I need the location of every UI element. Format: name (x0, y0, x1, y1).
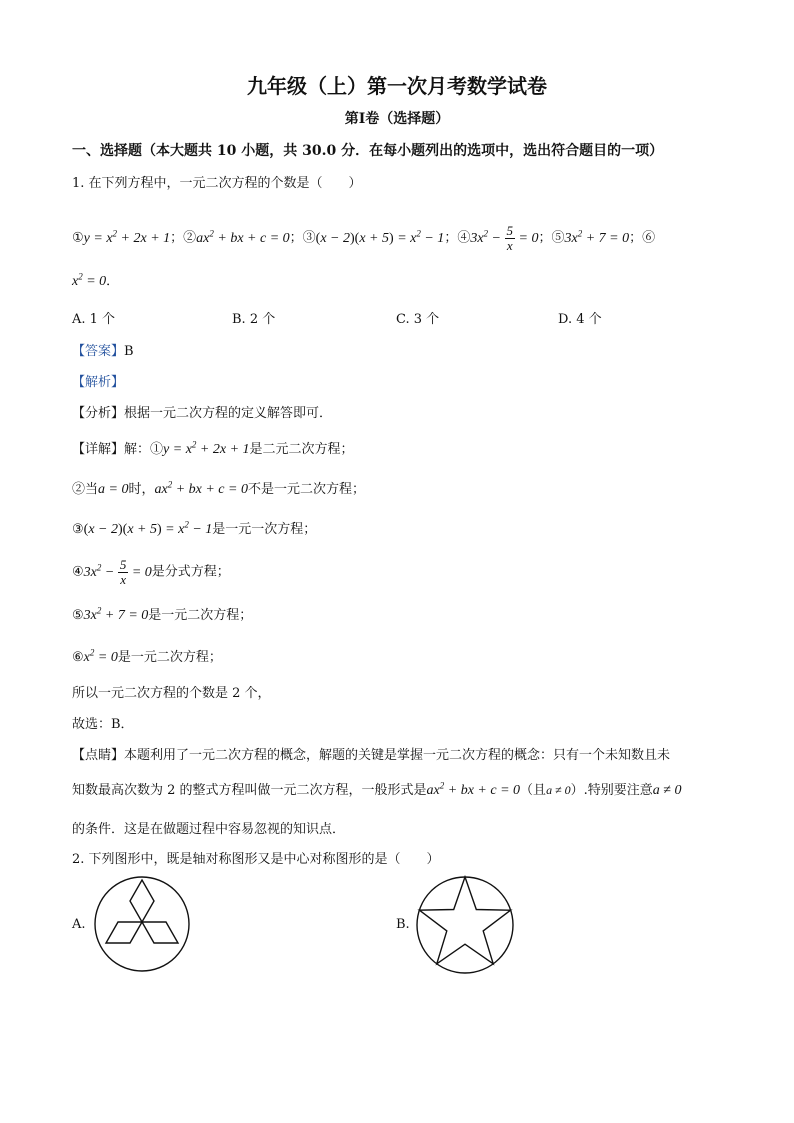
detail-1-equation: $y = x^2 + 2x + 1$ (163, 439, 250, 457)
detail-line-2 (72, 478, 365, 498)
fenxi-tag: 【分析】 (72, 406, 125, 421)
marker-2: ；② (170, 230, 197, 246)
detail-3-equation: $(x - 2)(x + 5) = x^2 - 1$ (83, 519, 213, 537)
a-nonzero-note: a ≠ 0 (652, 783, 682, 798)
general-form-equation: $ax^2$ + bx + c = 0 (426, 780, 521, 798)
dianjing-text-1: 本题利用了一元二次方程的概念，解题的关键是掌握一元二次方程的概念：只有一个未知数且未 (124, 748, 671, 763)
page-title: 九年级（上）第一次月考数学试卷 (247, 74, 547, 98)
choose-line: 故选：B． (72, 717, 134, 732)
analysis-tag: 【解析】 (72, 375, 125, 390)
detail-3-suffix: 是一元一次方程； (212, 522, 317, 537)
detail-2-prefix: ②当 (72, 482, 99, 497)
dianjing-tag: 【点睛】 (72, 748, 125, 763)
option-a: A. 1 个 (72, 312, 116, 327)
dianjing-text-2a: 知数最高次数为 2 的整式方程叫做一元二次方程，一般形式是 (72, 783, 427, 798)
fenxi-line (72, 402, 332, 421)
detail-4-suffix: 是分式方程； (151, 564, 230, 580)
option-b-label: B. (396, 917, 410, 932)
detail-2-mid: 时， (128, 482, 155, 497)
question-1-equations (72, 218, 655, 254)
equation-6: $x^2 = 0$ (72, 271, 107, 289)
fenxi-text: 根据一元二次方程的定义解答即可． (124, 406, 333, 421)
dianjing-text-2b: （且 (520, 783, 547, 798)
equation-6-end: ． (106, 274, 120, 289)
detail-line-3 (72, 518, 316, 538)
question-1-equation-6 (72, 270, 119, 290)
detail-line-4 (72, 552, 230, 588)
option-b-figure (414, 874, 516, 976)
detail-5-equation: $3x^2 + 7 = 0$ (83, 605, 149, 623)
question-2-stem: 2. 下列图形中，既是轴对称图形又是中心对称图形的是（ ） (72, 852, 440, 867)
a-nonzero-condition: a ≠ 0 (546, 783, 571, 797)
answer-value: B (124, 344, 134, 359)
detail-line-1 (72, 438, 354, 458)
equation-3: $(x - 2)(x + 5) = x^2 - 1$ (315, 228, 445, 246)
detail-line-6 (72, 646, 222, 666)
dianjing-line-1 (72, 744, 670, 763)
marker-3: ；③ (289, 230, 316, 246)
detail-3-prefix: ③ (72, 522, 84, 537)
marker-1: ① (72, 230, 84, 246)
detail-4-equation: $3x^2$ − $\frac{5}{x}$ = 0 (83, 556, 152, 587)
marker-5: ；⑤ (538, 230, 565, 246)
detail-6-prefix: ⑥ (72, 650, 84, 665)
detail-6-suffix: 是一元二次方程； (117, 650, 222, 665)
option-b: B. 2 个 (232, 312, 276, 327)
detail-tag: 【详解】 (72, 442, 125, 457)
dianjing-text-2c: ）.特别要注意 (570, 783, 653, 798)
equation-4: $3x^2$ − $\frac{5}{x}$ = 0 (470, 222, 539, 253)
detail-line-5 (72, 604, 252, 624)
part-title: 第Ⅰ卷（选择题） (344, 111, 450, 127)
dianjing-line-3: 的条件．这是在做题过程中容易忽视的知识点． (72, 822, 346, 837)
conclusion: 所以一元二次方程的个数是 2 个， (72, 686, 271, 701)
equation-5: $3x^2 + 7 = 0$ (564, 228, 630, 246)
option-a-figure (92, 874, 192, 974)
detail-5-prefix: ⑤ (72, 608, 84, 623)
answer-line (72, 340, 134, 359)
question-1-stem: 1. 在下列方程中，一元二次方程的个数是（ ） (72, 176, 362, 191)
option-d: D. 4 个 (558, 312, 602, 327)
marker-4: ；④ (444, 230, 471, 246)
detail-2-suffix: 不是一元二次方程； (247, 482, 365, 497)
detail-2-condition: a = 0 (98, 482, 129, 497)
detail-1-prefix: 解：① (124, 442, 164, 457)
option-c: C. 3 个 (396, 312, 440, 327)
equation-1: $y = x^2 + 2x + 1$ (83, 228, 171, 246)
option-a-label: A. (72, 917, 86, 932)
detail-5-suffix: 是一元二次方程； (148, 608, 253, 623)
dianjing-line-2 (72, 779, 681, 799)
detail-1-suffix: 是二元二次方程； (249, 442, 354, 457)
detail-6-equation: $x^2 = 0$ (83, 647, 118, 665)
detail-2-equation: $ax^2$ + bx + c = 0 (154, 479, 248, 497)
marker-6: ；⑥ (629, 230, 656, 246)
detail-4-prefix: ④ (72, 564, 84, 580)
section-heading: 一、选择题（本大题共 10 小题，共 30.0 分．在每小题列出的选项中，选出符合题目的一项） (72, 143, 664, 159)
equation-2: $ax^2$ + bx + c = 0 (196, 228, 290, 246)
answer-tag: 【答案】 (72, 344, 125, 359)
